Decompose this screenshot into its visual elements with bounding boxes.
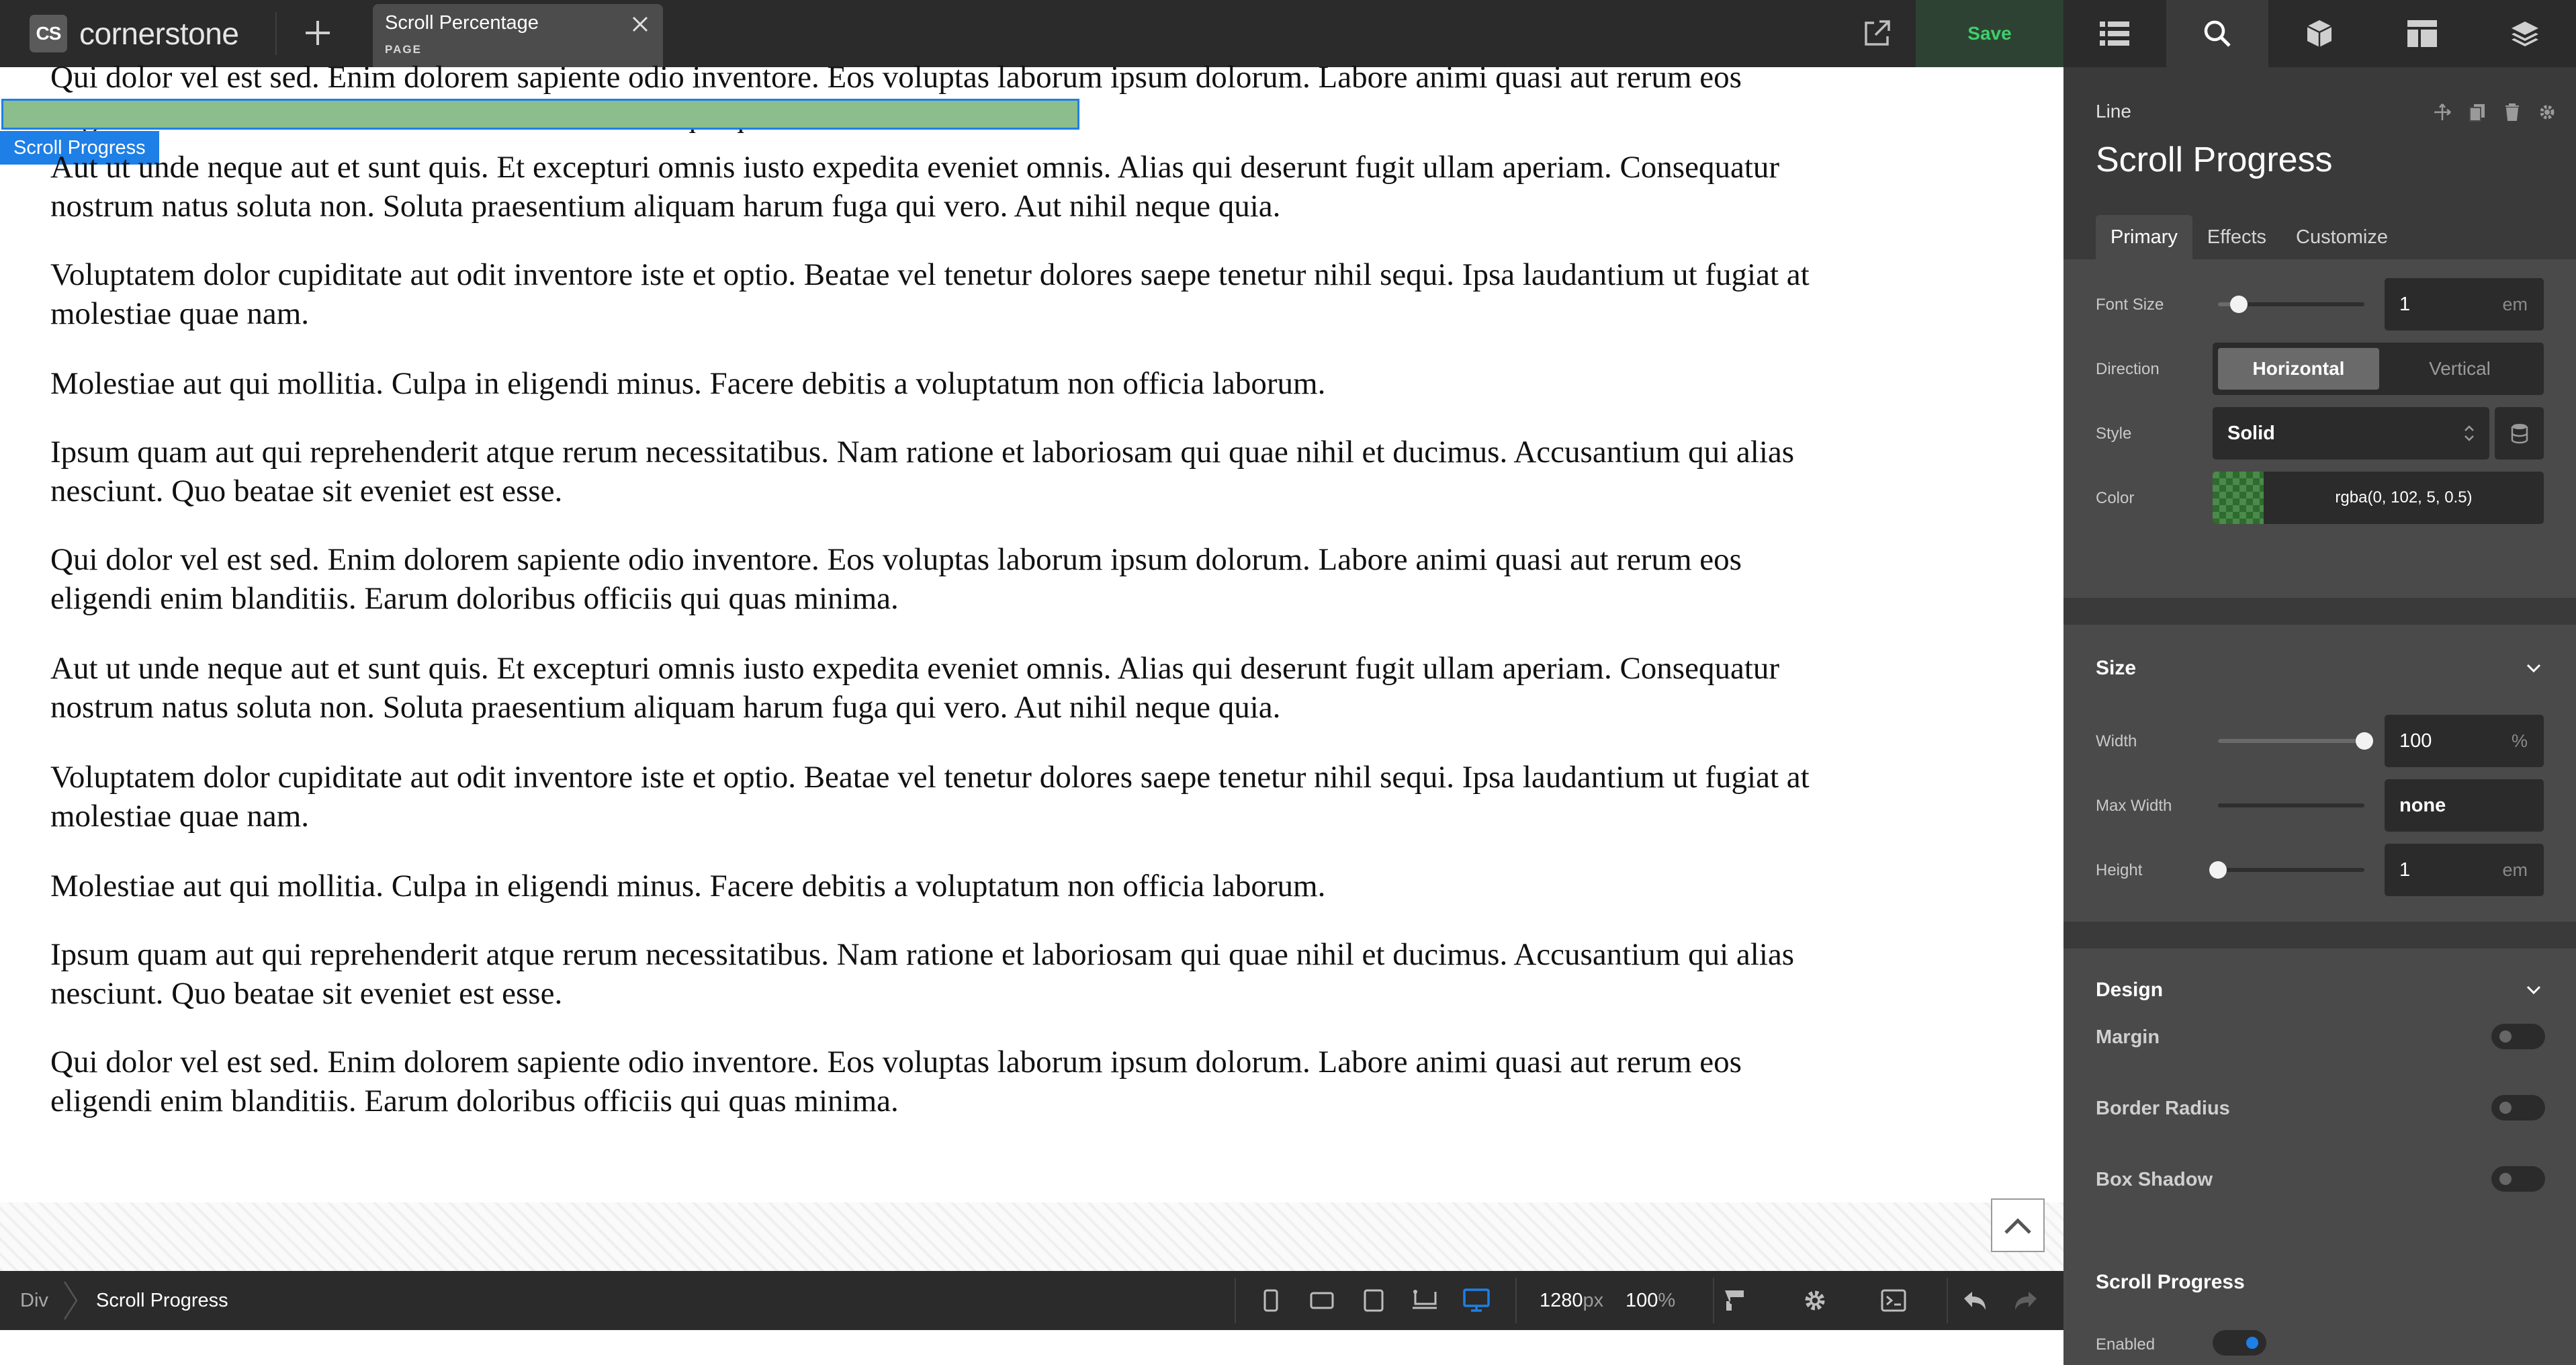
primary-section <box>2063 259 2576 598</box>
inspector-panel <box>2063 67 2576 1354</box>
tab-effects[interactable]: Effects <box>2207 226 2267 248</box>
phone-landscape-icon[interactable] <box>1307 1286 1337 1315</box>
tablet-icon[interactable] <box>1359 1286 1388 1315</box>
max-width-input[interactable] <box>2385 779 2544 832</box>
slider-fill <box>2218 739 2364 743</box>
slider-knob[interactable] <box>2356 732 2373 750</box>
toggle-knob <box>2499 1102 2512 1114</box>
slider-knob[interactable] <box>2230 296 2248 313</box>
element-type: Line <box>2096 101 2131 122</box>
paragraph[interactable] <box>50 433 2025 511</box>
color-label: Color <box>2096 489 2135 507</box>
element-actions <box>2431 101 2559 124</box>
move-icon[interactable] <box>2431 101 2454 124</box>
style-select[interactable] <box>2213 407 2489 459</box>
paragraph[interactable] <box>50 364 2025 403</box>
width-label: Width <box>2096 732 2137 750</box>
tab-customize[interactable]: Customize <box>2296 226 2389 248</box>
height-input[interactable] <box>2385 844 2544 896</box>
width-slider[interactable] <box>2218 739 2364 743</box>
zoom-level[interactable] <box>1626 1271 1675 1330</box>
element-title[interactable]: Scroll Progress <box>2096 140 2333 179</box>
color-value: rgba(0, 102, 5, 0.5) <box>2335 488 2473 507</box>
tab-primary[interactable]: Primary <box>2096 215 2192 259</box>
breadcrumb-separator-icon <box>62 1271 79 1330</box>
design-section <box>2063 949 2576 1365</box>
bottom-toolbar <box>0 1271 2063 1330</box>
paragraph[interactable] <box>50 540 2025 618</box>
font-size-unit: em <box>2502 294 2528 314</box>
font-size-label: Font Size <box>2096 296 2164 314</box>
style-global-button[interactable] <box>2495 407 2544 459</box>
border-radius-label: Border Radius <box>2096 1098 2230 1119</box>
slider-knob[interactable] <box>2209 861 2227 879</box>
settings-gear-icon[interactable] <box>1800 1286 1830 1315</box>
page-canvas[interactable] <box>0 60 2063 1271</box>
selected-element-label[interactable]: Scroll Progress <box>0 131 159 165</box>
chevron-up-icon <box>2003 1215 2033 1235</box>
paragraph[interactable] <box>50 758 2025 836</box>
close-icon[interactable] <box>627 11 654 38</box>
database-icon <box>2511 423 2528 443</box>
font-size-input[interactable] <box>2385 278 2544 331</box>
paragraph[interactable] <box>50 1043 2025 1120</box>
enabled-label: Enabled <box>2096 1335 2156 1354</box>
skeleton-mode-icon[interactable] <box>1720 1286 1749 1315</box>
save-button[interactable]: Save <box>1916 0 2063 67</box>
scroll-progress-line[interactable] <box>1 99 1079 130</box>
delete-icon[interactable] <box>2501 101 2524 124</box>
external-link-icon[interactable] <box>1861 17 1893 50</box>
add-icon[interactable] <box>296 11 340 55</box>
page-footer-area <box>0 1202 2063 1271</box>
inspector-tabs <box>2096 215 2403 259</box>
paragraph-line: Qui dolor vel est sed. Enim dolorem sapiente odio inventore. Eos voluptas laborum ipsum dolorum. Labore animi quasi aut rerum eos <box>50 1045 1742 1080</box>
scroll-progress-enabled-toggle[interactable] <box>2213 1330 2266 1356</box>
paragraph-line: nesciunt. Quo beatae sit eveniet est esse. <box>50 474 563 509</box>
undo-icon[interactable] <box>1960 1286 1990 1315</box>
paragraph[interactable] <box>50 935 2025 1013</box>
layers-icon[interactable] <box>2473 0 2576 67</box>
breadcrumb-item[interactable]: Scroll Progress <box>96 1290 228 1311</box>
section-gap <box>2063 922 2576 949</box>
toolbar-divider <box>1515 1278 1517 1323</box>
height-label: Height <box>2096 861 2143 879</box>
breadcrumb-item[interactable]: Div <box>20 1290 48 1311</box>
top-toolbar <box>0 0 2063 67</box>
width-unit: % <box>2511 731 2528 751</box>
zoom-value: 100 <box>1626 1290 1658 1311</box>
margin-label: Margin <box>2096 1026 2160 1048</box>
zoom-unit: % <box>1658 1290 1676 1311</box>
select-arrows-icon <box>2462 423 2476 443</box>
search-icon[interactable] <box>2166 0 2269 67</box>
document-type: PAGE <box>385 43 422 56</box>
height-slider[interactable] <box>2218 868 2364 872</box>
cs-logo-mark: CS <box>30 15 67 52</box>
paragraph[interactable] <box>50 255 2025 333</box>
toolbar-divider <box>1235 1278 1236 1323</box>
direction-label: Direction <box>2096 360 2160 378</box>
design-section-title[interactable]: Design <box>2096 979 2164 1001</box>
toolbar-divider <box>1713 1278 1714 1323</box>
paragraph-line: Voluptatem dolor cupiditate aut odit inventore iste et optio. Beatae vel tenetur dolores saepe tenetur nihil sequi. Ipsa laudantium ut fugiat at <box>50 257 1810 292</box>
toggle-knob <box>2499 1030 2512 1043</box>
chevron-down-icon[interactable] <box>2524 658 2544 678</box>
toggle-knob <box>2246 1337 2258 1349</box>
toolbar-divider <box>1947 1278 1948 1323</box>
margin-toggle[interactable] <box>2491 1024 2545 1049</box>
paragraph-line: molestiae quae nam. <box>50 296 309 331</box>
paragraph[interactable] <box>50 867 2025 906</box>
paragraph-line: Qui dolor vel est sed. Enim dolorem sapiente odio inventore. Eos voluptas laborum ipsum dolorum. Labore animi quasi aut rerum eos <box>50 60 1742 95</box>
paragraph[interactable] <box>50 649 2025 727</box>
size-section <box>2063 625 2576 922</box>
toolbar-divider <box>275 12 277 55</box>
elements-cube-icon[interactable] <box>2268 0 2371 67</box>
width-value: 100 <box>2399 730 2432 752</box>
code-editor-icon[interactable] <box>1879 1286 1908 1315</box>
paragraph-line: molestiae quae nam. <box>50 799 309 834</box>
phone-portrait-icon[interactable] <box>1256 1286 1286 1315</box>
max-width-label: Max Width <box>2096 797 2172 815</box>
paragraph-line: nostrum natus soluta non. Soluta praesentium aliquam harum fuga qui vero. Aut nihil neque quia. <box>50 189 1281 224</box>
chevron-down-icon[interactable] <box>2524 980 2544 1000</box>
box-shadow-label: Box Shadow <box>2096 1169 2213 1190</box>
font-size-value: 1 <box>2399 294 2411 315</box>
direction-vertical-option[interactable]: Vertical <box>2429 358 2491 379</box>
scroll-to-top-button[interactable] <box>1991 1198 2045 1252</box>
redo-icon[interactable] <box>2011 1286 2041 1315</box>
scroll-progress-section-title[interactable]: Scroll Progress <box>2096 1271 2245 1293</box>
font-size-slider[interactable] <box>2218 302 2364 306</box>
paragraph-line: eligendi enim blanditiis. Earum doloribus officiis qui quas minima. <box>50 581 899 616</box>
max-width-slider[interactable] <box>2218 803 2364 807</box>
paragraph-line: Qui dolor vel est sed. Enim dolorem sapiente odio inventore. Eos voluptas laborum ipsum dolorum. Labore animi quasi aut rerum eos <box>50 542 1742 577</box>
cornerstone-logo[interactable] <box>30 15 238 52</box>
paragraph-line: Aut ut unde neque aut et sunt quis. Et excepturi omnis iusto expedita eveniet omnis. Alias qui deserunt fugit ullam aperiam. Consequatur <box>50 150 1780 185</box>
toggle-knob <box>2499 1173 2512 1185</box>
border-radius-toggle[interactable] <box>2491 1095 2545 1120</box>
document-title: Scroll Percentage <box>385 12 539 34</box>
desktop-icon[interactable] <box>1462 1286 1491 1315</box>
width-input[interactable] <box>2385 715 2544 767</box>
duplicate-icon[interactable] <box>2466 101 2489 124</box>
viewport-width-value: 1280 <box>1540 1290 1583 1311</box>
section-gap <box>2063 598 2576 625</box>
laptop-icon[interactable] <box>1410 1286 1439 1315</box>
layout-icon[interactable] <box>2371 0 2474 67</box>
paragraph[interactable] <box>50 148 2025 226</box>
paragraph-line: Voluptatem dolor cupiditate aut odit inventore iste et optio. Beatae vel tenetur dolores saepe tenetur nihil sequi. Ipsa laudantium ut fugiat at <box>50 760 1810 795</box>
app-name: cornerstone <box>79 16 239 51</box>
panel-tabs <box>2063 0 2576 67</box>
color-swatch[interactable] <box>2213 472 2264 524</box>
max-width-value: none <box>2399 795 2446 816</box>
paragraph-line: nesciunt. Quo beatae sit eveniet est esse. <box>50 976 563 1011</box>
outline-icon[interactable] <box>2063 0 2166 67</box>
viewport-width-unit: px <box>1583 1290 1604 1311</box>
paragraph-line: nostrum natus soluta non. Soluta praesentium aliquam harum fuga qui vero. Aut nihil neque quia. <box>50 690 1281 725</box>
paragraph-line: Ipsum quam aut qui reprehenderit atque rerum necessitatibus. Nam ratione et laboriosam qui quae nihil et ducimus. Accusantium qui alias <box>50 435 1795 470</box>
style-label: Style <box>2096 425 2132 443</box>
box-shadow-toggle[interactable] <box>2491 1166 2545 1192</box>
paragraph-line: Molestiae aut qui mollitia. Culpa in eligendi minus. Facere debitis a voluptatum non officia laborum. <box>50 366 1326 401</box>
color-picker[interactable] <box>2213 472 2544 524</box>
size-section-title[interactable]: Size <box>2096 657 2137 679</box>
paragraph-line: eligendi enim blanditiis. Earum doloribus officiis qui quas minima. <box>50 1084 899 1118</box>
style-value: Solid <box>2227 423 2275 444</box>
direction-toggle <box>2213 343 2544 395</box>
paragraph-line: Molestiae aut qui mollitia. Culpa in eligendi minus. Facere debitis a voluptatum non officia laborum. <box>50 869 1326 904</box>
gear-icon[interactable] <box>2536 101 2559 124</box>
paragraph-line: Ipsum quam aut qui reprehenderit atque rerum necessitatibus. Nam ratione et laboriosam qui quae nihil et ducimus. Accusantium qui alias <box>50 937 1795 972</box>
paragraph-line: Aut ut unde neque aut et sunt quis. Et excepturi omnis iusto expedita eveniet omnis. Alias qui deserunt fugit ullam aperiam. Consequatur <box>50 651 1780 686</box>
height-unit: em <box>2502 860 2528 880</box>
viewport-width[interactable] <box>1540 1271 1603 1330</box>
height-value: 1 <box>2399 859 2411 881</box>
direction-horizontal-option[interactable]: Horizontal <box>2218 348 2379 390</box>
